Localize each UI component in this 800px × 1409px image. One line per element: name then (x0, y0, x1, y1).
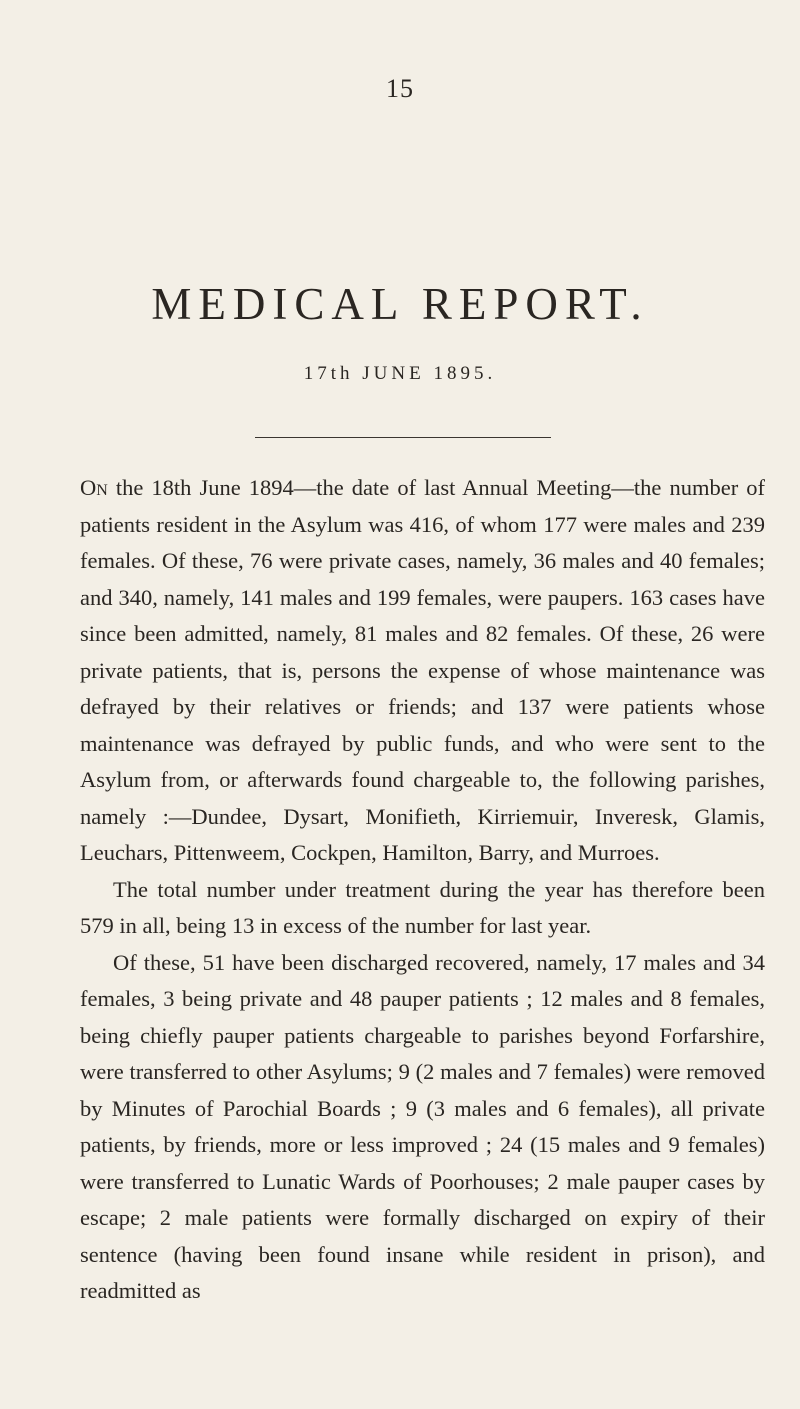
paragraph-3: Of these, 51 have been discharged recovered, namely, 17 males and 34 females, 3 being private and 48 pauper patients ; 12 males and 8 females, being chiefly pauper patients chargeable to parishes beyond Forfarshire, were transferred to other Asylums; 9 (2 males and 7 females) were removed by Minutes of Parochial Boards ; 9 (3 males and 6 females), all private patients, by friends, more or less improved ; 24 (15 males and 9 females) were transferred to Lunatic Wards of Poorhouses; 2 male pauper cases by escape; 2 male patients were formally discharged on expiry of their sentence (having been found insane while resident in prison), and readmitted as (80, 949, 765, 1303)
dateline: 17th JUNE 1895. (303, 363, 497, 384)
paragraph-1-text: the 18th June 1894—the date of last Annual Meeting—the number of patients resident in the Asylum was 416, of whom 177 were males and 239 females. Of these, 76 were private cases, namely, 36 males and 40 females; and 340, namely, 141 males and 199 females, were paupers. 163 cases have since been admitted, namely, 81 males and 82 females. Of these, 26 were private patients, that is, persons the expense of whose maintenance was defrayed by their relatives or friends; and 137 were patients whose maintenance was defrayed by public funds, and who were sent to the Asylum from, or afterwards found chargeable to, the following parishes, namely :—Dundee, Dysart, Monifieth, Kirriemuir, Inveresk, Glamis, Leuchars, Pittenweem, Cockpen, Hamilton, Barry, and Murroes. (80, 475, 765, 865)
report-body (80, 470, 765, 1310)
title-rule (255, 437, 551, 438)
paragraph-2: The total number under treatment during the year has therefore been 579 in all, being 13 in excess of the number for last year. (80, 876, 765, 938)
page-title: MEDICAL REPORT. (151, 279, 649, 329)
paragraph-1 (80, 470, 765, 872)
paragraph-1-lead: On (80, 475, 108, 500)
page-number: 15 (386, 74, 414, 103)
